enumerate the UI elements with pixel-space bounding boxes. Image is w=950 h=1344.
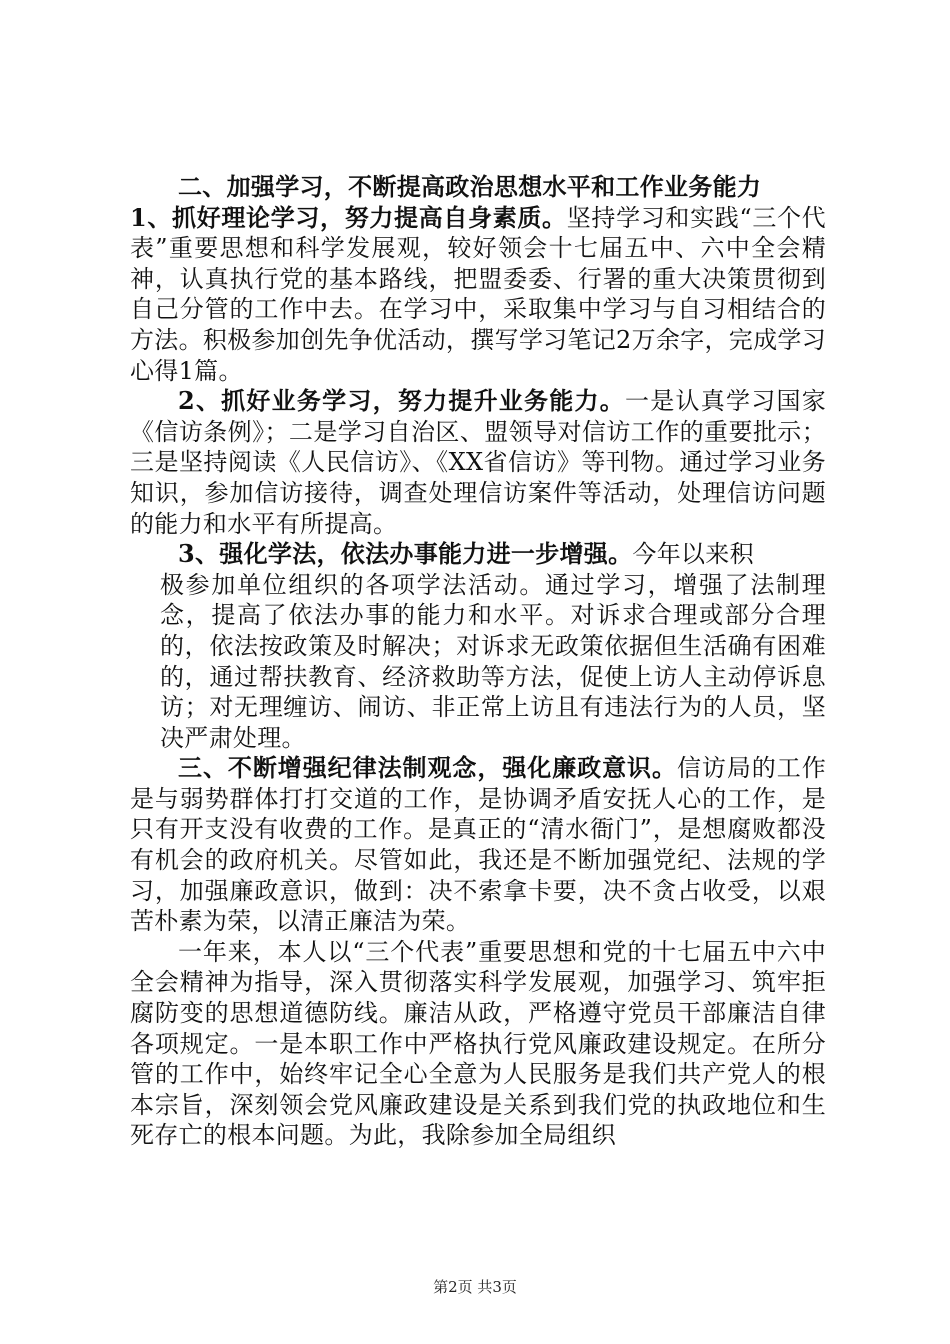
paragraph-business-study-title: 2、抓好业务学习，努力提升业务能力。 [178,386,626,416]
paragraph-business-study-body: 一是认真学习国家《信访条例》；二是学习自治区、盟领导对信访工作的重要批示；三是坚持阅读《人民信访》、《XX省信访》等刊物。通过学习业务知识，参加信访接待，调查处理信访案件等活动，处理信访问题的能力和水平有所提高。 [130,387,826,538]
section-heading-3-text: 三、不断增强纪律法制观念，强化廉政意识。 [178,753,677,783]
paragraph-summary [130,937,826,1151]
paragraph-law-study [130,539,826,570]
page-number-label: 第2页 共3页 [433,1278,517,1296]
paragraph-business-study [130,386,826,539]
paragraph-law-study-body: 今年以来积 [632,540,754,569]
paragraph-theory-study [130,203,826,387]
paragraph-law-study-continued [130,570,826,754]
paragraph-law-study-title: 3、强化学法，依法办事能力进一步增强。 [178,539,633,569]
paragraph-law-study-continued-body: 极参加单位组织的各项学法活动。通过学习，增强了法制理念，提高了依法办事的能力和水平。对诉求合理或部分合理的，依法按政策及时解决；对诉求无政策依据但生活确有困难的，通过帮扶教育、经济救助等方法，促使上访人主动停诉息访；对无理缠访、闹访、非正常上访且有违法行为的人员，坚决严肃处理。 [160,570,826,752]
section-heading-3-body: 信访局的工作是与弱势群体打打交道的工作，是协调矛盾安抚人心的工作，是只有开支没有收费的工作。是真正的“清水衙门”，是想腐败都没有机会的政府机关。尽管如此，我还是不断加强党纪、法规的学习，加强廉政意识，做到：决不索拿卡要，决不贪占收受，以艰苦朴素为荣，以清正廉洁为荣。 [130,754,826,936]
section-heading-2 [130,172,826,203]
section-heading-2-text: 二、加强学习，不断提高政治思想水平和工作业务能力 [178,172,762,201]
document-body [130,172,826,1151]
page-footer [0,1276,950,1297]
section-heading-3 [130,753,826,937]
paragraph-summary-body: 一年来，本人以“三个代表”重要思想和党的十七届五中六中全会精神为指导，深入贯彻落实科学发展观，加强学习、筑牢拒腐防变的思想道德防线。廉洁从政，严格遵守党员干部廉洁自律各项规定。一是本职工作中严格执行党风廉政建设规定。在所分管的工作中，始终牢记全心全意为人民服务是我们共产党人的根本宗旨，深刻领会党风廉政建设是关系到我们党的执政地位和生死存亡的根本问题。为此，我除参加全局组织 [130,937,826,1150]
paragraph-theory-study-body: 坚持学习和实践“三个代表”重要思想和科学发展观，较好领会十七届五中、六中全会精神，认真执行党的基本路线，把盟委委、行署的重大决策贯彻到自己分管的工作中去。在学习中，采取集中学习与自习相结合的方法。积极参加创先争优活动，撰写学习笔记2万余字，完成学习心得1篇。 [130,203,826,385]
paragraph-theory-study-title: 1、抓好理论学习，努力提高自身素质。 [130,202,567,232]
